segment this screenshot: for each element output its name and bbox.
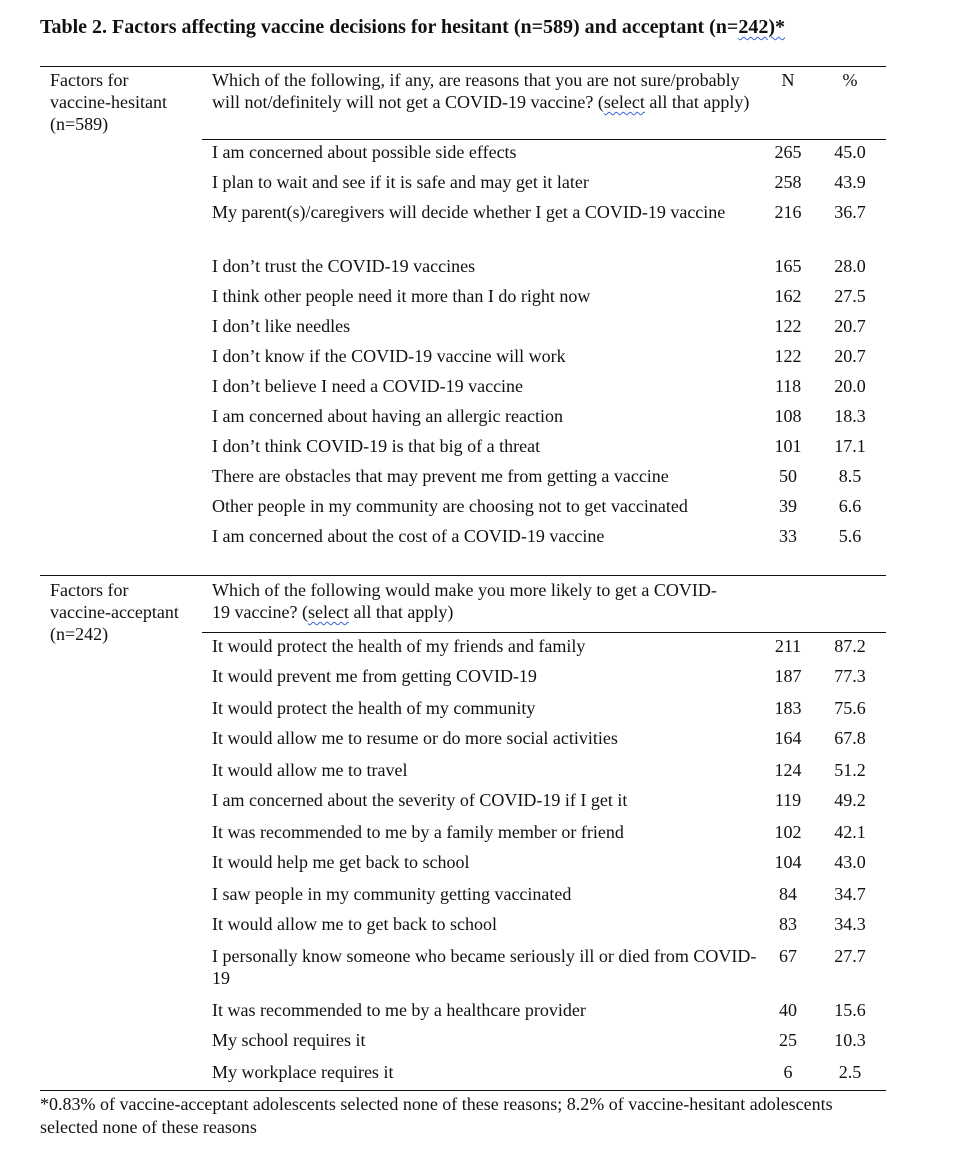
table-row-label: It would protect the health of my community — [212, 698, 536, 718]
question-suffix: all that apply) — [644, 92, 750, 112]
hesitant-group-label — [50, 69, 200, 135]
table-row-label: It would allow me to get back to school — [212, 914, 497, 934]
table-row-n: 119 — [774, 790, 802, 810]
table-row-label: I don’t think COVID-19 is that big of a threat — [212, 436, 541, 456]
table-bottom-rule — [40, 1090, 886, 1091]
table-row-label: It was recommended to me by a family member or friend — [212, 822, 624, 842]
table-row-n: 101 — [774, 436, 802, 456]
table-row-n: 164 — [774, 728, 802, 748]
table-row-label: I am concerned about the severity of COVID-19 if I get it — [212, 790, 628, 810]
footnote: *0.83% of vaccine-acceptant adolescents selected none of these reasons; 8.2% of vaccine-hesitant adolescents selected none of these reasons — [40, 1094, 833, 1137]
table-row-label: I saw people in my community getting vaccinated — [212, 884, 572, 904]
table-row-n: 104 — [774, 852, 802, 872]
table-row-label: It would allow me to resume or do more social activities — [212, 728, 618, 748]
table-row-n: 216 — [774, 202, 802, 222]
question-select-word: select — [307, 602, 349, 622]
table-row-label: I personally know someone who became seriously ill or died from COVID-19 — [212, 946, 757, 988]
acceptant-label-line: Factors for — [50, 580, 129, 600]
table-row-percent: 27.5 — [834, 286, 866, 306]
acceptant-question — [212, 579, 732, 623]
table-row-percent: 20.0 — [834, 376, 866, 396]
table-row-percent: 75.6 — [834, 698, 866, 718]
table-row-n: 122 — [774, 346, 802, 366]
table-row-label: I am concerned about possible side effects — [212, 142, 517, 162]
hesitant-label-line: vaccine-hesitant — [50, 92, 167, 112]
acceptant-label-line: vaccine-acceptant — [50, 602, 179, 622]
table-row-percent: 34.7 — [834, 884, 866, 904]
question-prefix: Which of the following would make you more likely to get a COVID-19 vaccine? ( — [212, 580, 717, 622]
table-row-percent: 15.6 — [834, 1000, 866, 1020]
hesitant-label-line: (n=589) — [50, 114, 109, 134]
table-row-label: There are obstacles that may prevent me from getting a vaccine — [212, 466, 669, 486]
table-row-n: 165 — [774, 256, 802, 276]
hesitant-question — [212, 69, 767, 113]
table-row-label: It would protect the health of my friends and family — [212, 636, 586, 656]
table-row-percent: 87.2 — [834, 636, 866, 656]
table-row-percent: 43.0 — [834, 852, 866, 872]
table-row-n: 102 — [774, 822, 802, 842]
acceptant-group-label — [50, 579, 200, 645]
table-row-label: My school requires it — [212, 1030, 366, 1050]
table-row-label: It was recommended to me by a healthcare provider — [212, 1000, 586, 1020]
question-suffix: all that apply) — [348, 602, 454, 622]
table-row-n: 118 — [774, 376, 802, 396]
table-row-label: I don’t believe I need a COVID-19 vaccine — [212, 376, 524, 396]
section-top-rule — [40, 66, 886, 67]
table-row-percent: 34.3 — [834, 914, 866, 934]
table-row-percent: 27.7 — [834, 946, 866, 966]
table-row-percent: 2.5 — [838, 1062, 862, 1082]
question-select-word: select — [603, 92, 645, 112]
table-row-percent: 43.9 — [834, 172, 866, 192]
table-row-label: My parent(s)/caregivers will decide whether I get a COVID-19 vaccine — [212, 202, 726, 222]
table-row-label: I don’t like needles — [212, 316, 351, 336]
table-row-percent: 51.2 — [834, 760, 866, 780]
table-row-n: 39 — [779, 496, 797, 516]
table-row-n: 162 — [774, 286, 802, 306]
table-row-label: I am concerned about having an allergic reaction — [212, 406, 564, 426]
table-row-percent: 36.7 — [834, 202, 866, 222]
table-row-label: I think other people need it more than I do right now — [212, 286, 591, 306]
table-row-n: 25 — [779, 1030, 797, 1050]
table-row-percent: 67.8 — [834, 728, 866, 748]
table-row-n: 265 — [774, 142, 802, 162]
table-row-percent: 17.1 — [834, 436, 866, 456]
table-title — [40, 16, 785, 39]
table-row-n: 67 — [779, 946, 797, 966]
table-row-n: 124 — [774, 760, 802, 780]
table-row-n: 50 — [779, 466, 797, 486]
table-row-n: 183 — [774, 698, 802, 718]
table-row-percent: 6.6 — [838, 496, 862, 516]
section-top-rule — [40, 575, 886, 576]
table-row-n: 84 — [779, 884, 797, 904]
acceptant-header-rule — [202, 632, 886, 633]
table-row-n: 108 — [774, 406, 802, 426]
table-row-label: I am concerned about the cost of a COVID-19 vaccine — [212, 526, 605, 546]
column-header-n: N — [781, 70, 795, 90]
table-row-n: 6 — [783, 1062, 793, 1082]
table-row-n: 33 — [779, 526, 797, 546]
hesitant-label-line: Factors for — [50, 70, 129, 90]
table-row-percent: 20.7 — [834, 316, 866, 336]
table-row-n: 258 — [774, 172, 802, 192]
table-row-n: 211 — [774, 636, 802, 656]
table-row-percent: 8.5 — [838, 466, 862, 486]
table-row-label: Other people in my community are choosing not to get vaccinated — [212, 496, 688, 516]
table-row-percent: 18.3 — [834, 406, 866, 426]
table-row-label: It would help me get back to school — [212, 852, 470, 872]
table-row-label: My workplace requires it — [212, 1062, 394, 1082]
table-row-n: 122 — [774, 316, 802, 336]
hesitant-header-rule — [202, 139, 886, 140]
table-row-percent: 49.2 — [834, 790, 866, 810]
question-prefix: Which of the following, if any, are reasons that you are not sure/probably will not/definitely will not get a COVID-19 vaccine? ( — [212, 70, 740, 112]
title-underlined-text: 242)* — [738, 16, 785, 38]
table-row-label: I don’t know if the COVID-19 vaccine will work — [212, 346, 566, 366]
table-row-label: I plan to wait and see if it is safe and may get it later — [212, 172, 589, 192]
table-row-n: 83 — [779, 914, 797, 934]
table-row-percent: 5.6 — [838, 526, 862, 546]
table-row-label: I don’t trust the COVID-19 vaccines — [212, 256, 476, 276]
table-row-percent: 42.1 — [834, 822, 866, 842]
table-row-n: 40 — [779, 1000, 797, 1020]
table-row-percent: 10.3 — [834, 1030, 866, 1050]
table-row-percent: 20.7 — [834, 346, 866, 366]
acceptant-label-line: (n=242) — [50, 624, 109, 644]
title-text: Table 2. Factors affecting vaccine decisions for hesitant (n=589) and acceptant (n= — [40, 16, 739, 38]
table-row-n: 187 — [774, 666, 802, 686]
table-row-percent: 45.0 — [834, 142, 866, 162]
column-header-percent: % — [842, 70, 858, 90]
table-row-label: It would allow me to travel — [212, 760, 408, 780]
table-row-percent: 77.3 — [834, 666, 866, 686]
table-row-label: It would prevent me from getting COVID-19 — [212, 666, 537, 686]
table-row-percent: 28.0 — [834, 256, 866, 276]
